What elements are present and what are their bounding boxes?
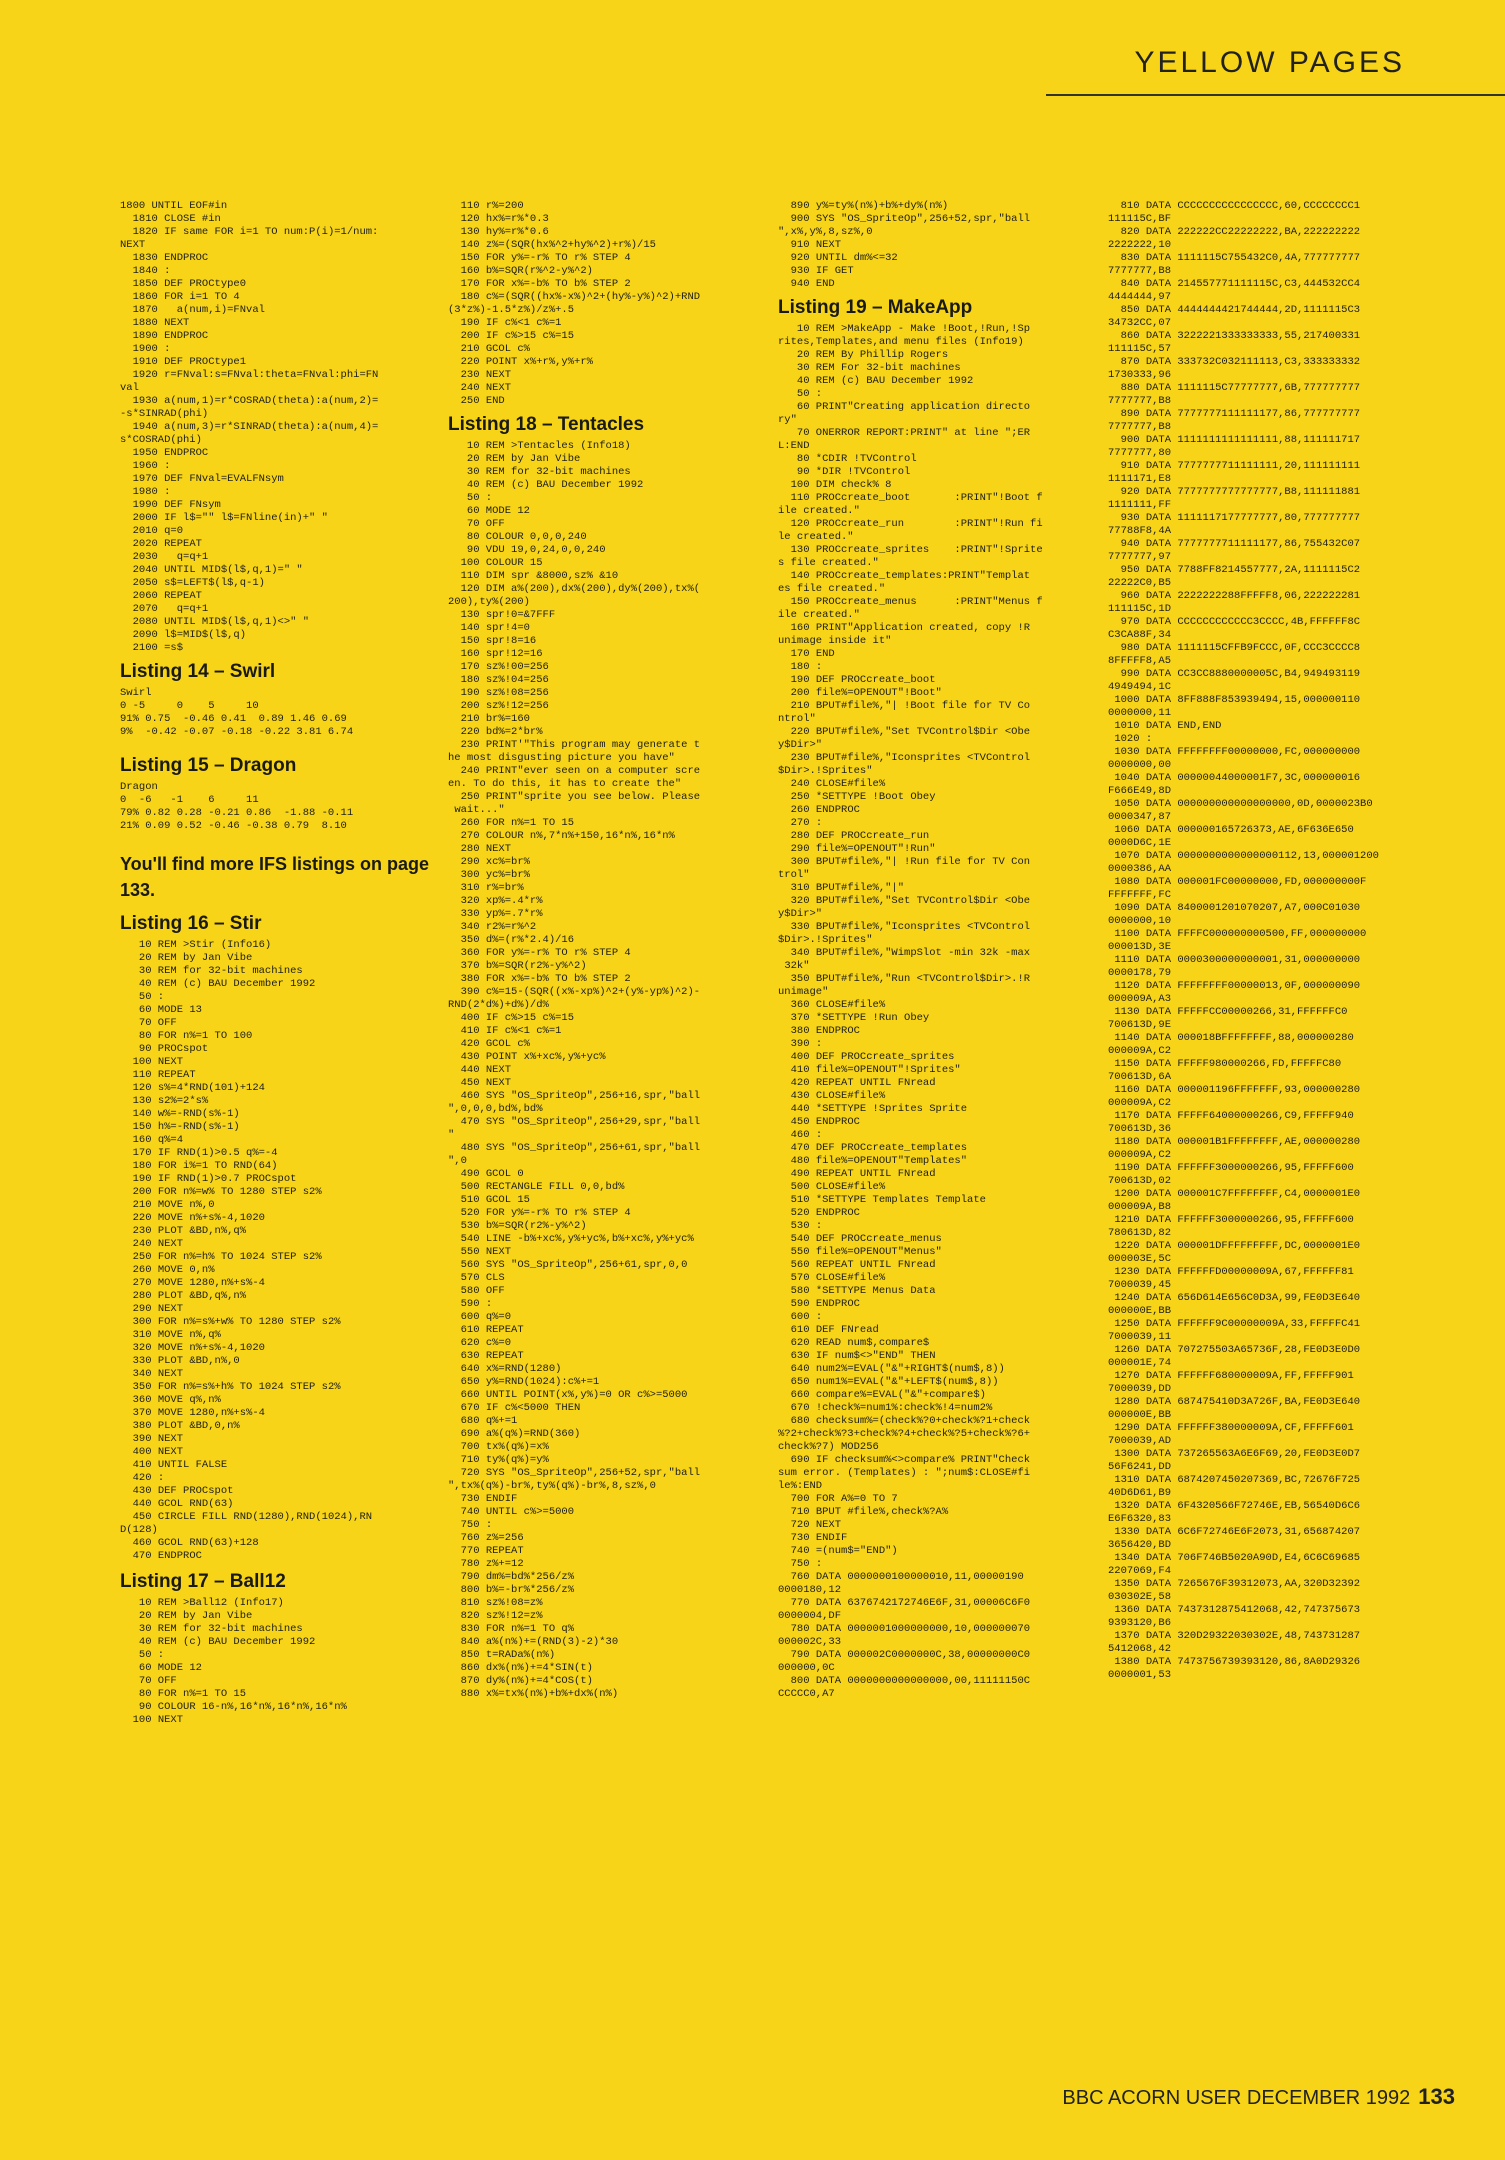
listing-16-code: 10 REM >Stir (Info16) 20 REM by Jan Vibe 30 REM for 32-bit machines 40 REM (c) BAU December 1992 50 : 60 MODE 13 70 OFF 80 FOR n%=1 TO 100 90 PROCspot 100 NEXT 110 REPEAT 120 s%=4*RND(101)+124 130 s2%=2*s% 140 w%=-RND(s%-1) 150 h%=-RND(s%-1) 160 q%=4 170 IF RND(1)>0.5 q%=-4 180 FOR i%=1 TO RND(64) 190 IF RND(1)>0.7 PROCspot 200 FOR n%=w% TO 1280 STEP s2% 210 MOVE n%,0 220 MOVE n%+s%-4,1020 230 PLOT &BD,n%,q% 240 NEXT 250 FOR n%=h% TO 1024 STEP s2% 260 MOVE 0,n% 270 MOVE 1280,n%+s%-4 280 PLOT &BD,q%,n% 290 NEXT 300 FOR n%=s%+w% TO 1280 STEP s2% 310 MOVE n%,q% 320 MOVE n%+s%-4,1020 330 PLOT &BD,n%,0 340 NEXT 350 FOR n%=s%+h% TO 1024 STEP s2% 360 MOVE q%,n% 370 MOVE 1280,n%+s%-4 380 PLOT &BD,0,n% 390 NEXT 400 NEXT 410 UNTIL FALSE 420 : 430 DEF PROCspot 440 GCOL RND(63) 450 CIRCLE FILL RND(1280),RND(1024),RN D(128) 460 GCOL RND(63)+128 470 ENDPROC (120, 939, 373, 1562)
column-2 (448, 200, 758, 1980)
listing-19-continuation: 810 DATA CCCCCCCCCCCCCCCC,60,CCCCCCCC1 111115C,BF 820 DATA 222222CC22222222,BA,222222222 2222222,10 830 DATA 1111115C755432C0,4A,777777777 7777777,B8 840 DATA 214557771111115C,C3,444532CC4 4444444,97 850 DATA 4444444421744444,2D,1111115C3 34732CC,07 860 DATA 3222221333333333,55,217400331 111115C,57 870 DATA 333732C032111113,C3,333333332 1730333,96 880 DATA 1111115C77777777,6B,777777777 7777777,B8 890 DATA 7777777111111177,86,777777777 7777777,B8 900 DATA 1111111111111111,88,111111717 7777777,80 910 DATA 7777777711111111,20,111111111 1111171,E8 920 DATA 7777777777777777,B8,111111881 1111111,FF 930 DATA 1111117177777777,80,777777777 77788F8,4A 940 DATA 7777777711111177,86,755432C07 7777777,97 950 DATA 7788FF8214557777,2A,1111115C2 22222C0,B5 960 DATA 2222222288FFFFF8,06,222222281 111115C,1D 970 DATA CCCCCCCCCCCC3CCCC,4B,FFFFFF8C C3CA88F,34 980 DATA 1111115CFFB9FCCC,0F,CCC3CCCC8 8FFFFF8,A5 990 DATA CC3CC8880000005C,B4,949493119 4949494,1C 1000 DATA 8FF888F853939494,15,000000110 0000000,11 1010 DATA END,END 1020 : 1030 DATA FFFFFFFF00000000,FC,000000000 0000000,00 1040 DATA 00000044000001F7,3C,000000016 F666E49,8D 1050 DATA 000000000000000000,0D,0000023B0 0000347,87 1060 DATA 000000165726373,AE,6F636E650 0000D6C,1E 1070 DATA 0000000000000000112,13,000001200 0000386,AA 1080 DATA 000001FC00000000,FD,000000000F FFFFFFF,FC 1090 DATA 8400001201070207,A7,000C01030 0000000,10 1100 DATA FFFFC000000000500,FF,000000000 000013D,3E 1110 DATA 0000300000000001,31,000000000 0000178,79 1120 DATA FFFFFFFF00000013,0F,000000090 000009A,A3 1130 DATA FFFFFCC00000266,31,FFFFFFC0 700613D,9E 1140 DATA 000018BFFFFFFFF,88,000000280 000009A,C2 1150 DATA FFFFF980000266,FD,FFFFFC80 700613D,6A 1160 DATA 000001196FFFFFFF,93,000000280 000009A,C2 1170 DATA FFFFF64000000266,C9,FFFFF940 700613D,36 1180 DATA 000001B1FFFFFFFF,AE,000000280 000009A,C2 1190 DATA FFFFFF3000000266,95,FFFFF600 700613D,02 1200 DATA 000001C7FFFFFFFF,C4,0000001E0 000009A,B8 1210 DATA FFFFFF3000000266,95,FFFFF600 780613D,82 1220 DATA 000001DFFFFFFFFF,DC,0000001E0 000003E,5C 1230 DATA FFFFFFD00000009A,67,FFFFFF81 7000039,45 1240 DATA 656D614E656C0D3A,99,FE0D3E640 000000E,BB 1250 DATA FFFFFF9C00000009A,33,FFFFFC41 7000039,11 1260 DATA 707275503A65736F,28,FE0D3E0D0 000001E,74 1270 DATA FFFFFF680000009A,FF,FFFFF901 7000039,DD 1280 DATA 687475410D3A726F,BA,FE0D3E640 000000E,BB 1290 DATA FFFFFF380000009A,CF,FFFFF601 7000039,AD 1300 DATA 737265563A6E6F69,20,FE0D3E0D7 56F6241,DD 1310 DATA 6874207450207369,BC,72676F725 40D6D61,B9 1320 DATA 6F4320566F72746E,EB,56540D6C6 E6F6320,83 1330 DATA 6C6F72746E6F2073,31,656874207 3656420,BD 1340 DATA 706F746B5020A90D,E4,6C6C69685 2207069,F4 1350 DATA 7265676F39312073,AA,320D32392 030302E,58 1360 DATA 7437312875412068,42,747375673 9393120,B6 1370 DATA 320D29322030302E,48,743731287 5412068,42 1380 DATA 7473756739393120,86,8A0D29326 0000001,53 (1108, 200, 1379, 1681)
column-4 (1108, 200, 1418, 1980)
listing-15-heading: Listing 15 – Dragon (120, 755, 297, 776)
listing-14-heading: Listing 14 – Swirl (120, 661, 276, 682)
listing-18-heading: Listing 18 – Tentacles (448, 414, 645, 435)
listing-17-heading: Listing 17 – Ball12 (120, 1571, 286, 1592)
publication-name: BBC ACORN USER DECEMBER 1992 (1062, 2087, 1411, 2109)
section-title: YELLOW PAGES (1134, 46, 1405, 79)
listing-14-code: Swirl 0 -5 0 5 10 91% 0.75 -0.46 0.41 0.89 1.46 0.69 9% -0.42 -0.07 -0.18 -0.22 3.81 6.74 (120, 687, 354, 738)
column-1 (120, 200, 440, 1980)
ifs-listings-note: You'll find more IFS listings on page 133. (120, 854, 429, 900)
column-3 (778, 200, 1088, 1980)
header-rule (1046, 94, 1505, 96)
listing-19-code: 10 REM >MakeApp - Make !Boot,!Run,!Sp rites,Templates,and menu files (Info19) 20 REM By Phillip Rogers 30 REM For 32-bit machines 40 REM (c) BAU December 1992 50 : 60 PRINT"Creating application directo ry" 70 ONERROR REPORT:PRINT" at line ";ER L:END 80 *CDIR !TVControl 90 *DIR !TVControl 100 DIM check% 8 110 PROCcreate_boot :PRINT"!Boot f ile created." 120 PROCcreate_run :PRINT"!Run fi le created." 130 PROCcreate_sprites :PRINT"!Sprite s file created." 140 PROCcreate_templates:PRINT"Templat es file created." 150 PROCcreate_menus :PRINT"Menus f ile created." 160 PRINT"Application created, copy !R unimage inside it" 170 END 180 : 190 DEF PROCcreate_boot 200 file%=OPENOUT"!Boot" 210 BPUT#file%,"| !Boot file for TV Co ntrol" 220 BPUT#file%,"Set TVControl$Dir <Obe y$Dir>" 230 BPUT#file%,"Iconsprites <TVControl $Dir>.!Sprites" 240 CLOSE#file% 250 *SETTYPE !Boot Obey 260 ENDPROC 270 : 280 DEF PROCcreate_run 290 file%=OPENOUT"!Run" 300 BPUT#file%,"| !Run file for TV Con trol" 310 BPUT#file%,"|" 320 BPUT#file%,"Set TVControl$Dir <Obe y$Dir>" 330 BPUT#file%,"Iconsprites <TVControl $Dir>.!Sprites" 340 BPUT#file%,"WimpSlot -min 32k -max 32k" 350 BPUT#file%,"Run <TVControl$Dir>.!R unimage" 360 CLOSE#file% 370 *SETTYPE !Run Obey 380 ENDPROC 390 : 400 DEF PROCcreate_sprites 410 file%=OPENOUT"!Sprites" 420 REPEAT UNTIL FNread 430 CLOSE#file% 440 *SETTYPE !Sprites Sprite 450 ENDPROC 460 : 470 DEF PROCcreate_templates 480 file%=OPENOUT"Templates" 490 REPEAT UNTIL FNread 500 CLOSE#file% 510 *SETTYPE Templates Template 520 ENDPROC 530 : 540 DEF PROCcreate_menus 550 file%=OPENOUT"Menus" 560 REPEAT UNTIL FNread 570 CLOSE#file% 580 *SETTYPE Menus Data 590 ENDPROC 600 : 610 DEF FNread 620 READ num$,compare$ 630 IF num$<>"END" THEN 640 num2%=EVAL("&"+RIGHT$(num$,8)) 650 num1%=EVAL("&"+LEFT$(num$,8)) 660 compare%=EVAL("&"+compare$) 670 !check%=num1%:check%!4=num2% 680 checksum%=(check%?0+check%?1+check %?2+check%?3+check%?4+check%?5+check%?6+ check%?7) MOD256 690 IF checksum%<>compare% PRINT"Check sum error. (Templates) : ";num$:CLOSE#fi le%:END 700 FOR A%=0 TO 7 710 BPUT #file%,check%?A% 720 NEXT 730 ENDIF 740 =(num$="END") 750 : 760 DATA 0000000100000010,11,00000190 0000180,12 770 DATA 6376742172746E6F,31,00006C6F0 0000004,DF 780 DATA 0000001000000000,10,000000070 000002C,33 790 DATA 000002C0000000C,38,00000000C0 000000,0C 800 DATA 0000000000000000,00,11111150C CCCCC0,A7 (778, 323, 1043, 1700)
listing-15-code: Dragon 0 -6 -1 6 11 79% 0.82 0.28 -0.21 0.86 -1.88 -0.11 21% 0.09 0.52 -0.46 -0.38 0.79 8.10 (120, 781, 354, 832)
listing-19-heading: Listing 19 – MakeApp (778, 297, 973, 318)
listing-18-continuation: 890 y%=ty%(n%)+b%+dy%(n%) 900 SYS "OS_SpriteOp",256+52,spr,"ball ",x%,y%,8,sz%,0 910 NEXT 920 UNTIL dm%<=32 930 IF GET 940 END (778, 200, 1031, 290)
listing-18-code: 10 REM >Tentacles (Info18) 20 REM by Jan Vibe 30 REM for 32-bit machines 40 REM (c) BAU December 1992 50 : 60 MODE 12 70 OFF 80 COLOUR 0,0,0,240 90 VDU 19,0,24,0,0,240 100 COLOUR 15 110 DIM spr &8000,sz% &10 120 DIM a%(200),dx%(200),dy%(200),tx%( 200),ty%(200) 130 spr!0=&7FFF 140 spr!4=0 150 spr!8=16 160 spr!12=16 170 sz%!00=256 180 sz%!04=256 190 sz%!08=256 200 sz%!12=256 210 br%=160 220 bd%=2*br% 230 PRINT'"This program may generate t he most disgusting picture you have" 240 PRINT"ever seen on a computer scre en. To do this, it has to create the" 250 PRINT"sprite you see below. Please wait..." 260 FOR n%=1 TO 15 270 COLOUR n%,7*n%+150,16*n%,16*n% 280 NEXT 290 xc%=br% 300 yc%=br% 310 r%=br% 320 xp%=.4*r% 330 yp%=.7*r% 340 r2%=r%^2 350 d%=(r%*2.4)/16 360 FOR y%=-r% TO r% STEP 4 370 b%=SQR(r2%-y%^2) 380 FOR x%=-b% TO b% STEP 2 390 c%=15-(SQR((x%-xp%)^2+(y%-yp%)^2)- RND(2*d%)+d%)/d% 400 IF c%>15 c%=15 410 IF c%<1 c%=1 420 GCOL c% 430 POINT x%+xc%,y%+yc% 440 NEXT 450 NEXT 460 SYS "OS_SpriteOp",256+16,spr,"ball ",0,0,0,bd%,bd% 470 SYS "OS_SpriteOp",256+29,spr,"ball " 480 SYS "OS_SpriteOp",256+61,spr,"ball ",0 490 GCOL 0 500 RECTANGLE FILL 0,0,bd% 510 GCOL 15 520 FOR y%=-r% TO r% STEP 4 530 b%=SQR(r2%-y%^2) 540 LINE -b%+xc%,y%+yc%,b%+xc%,y%+yc% 550 NEXT 560 SYS "OS_SpriteOp",256+61,spr,0,0 570 CLS 580 OFF 590 : 600 q%=0 610 REPEAT 620 c%=0 630 REPEAT 640 x%=RND(1280) 650 y%=RND(1024):c%+=1 660 UNTIL POINT(x%,y%)=0 OR c%>=5000 670 IF c%<5000 THEN 680 q%+=1 690 a%(q%)=RND(360) 700 tx%(q%)=x% 710 ty%(q%)=y% 720 SYS "OS_SpriteOp",256+52,spr,"ball ",tx%(q%)-br%,ty%(q%)-br%,8,sz%,0 730 ENDIF 740 UNTIL c%>=5000 750 : 760 z%=256 770 REPEAT 780 z%+=12 790 dm%=bd%*256/z% 800 b%=-br%*256/z% 810 sz%!08=z% 820 sz%!12=z% 830 FOR n%=1 TO q% 840 a%(n%)+=(RND(3)-2)*30 850 t=RADa%(n%) 860 dx%(n%)+=4*SIN(t) 870 dy%(n%)+=4*COS(t) 880 x%=tx%(n%)+b%+dx%(n%) (448, 440, 701, 1700)
page-footer (1062, 2084, 1455, 2110)
page-number: 133 (1418, 2084, 1455, 2109)
listing-16-heading: Listing 16 – Stir (120, 913, 262, 934)
listing-17-code: 10 REM >Ball12 (Info17) 20 REM by Jan Vibe 30 REM for 32-bit machines 40 REM (c) BAU December 1992 50 : 60 MODE 12 70 OFF 80 FOR n%=1 TO 15 90 COLOUR 16-n%,16*n%,16*n%,16*n% 100 NEXT (132, 1597, 347, 1726)
listing-13-continuation: 1800 UNTIL EOF#in 1810 CLOSE #in 1820 IF same FOR i=1 TO num:P(i)=1/num: NEXT 1830 ENDPROC 1840 : 1850 DEF PROCtype0 1860 FOR i=1 TO 4 1870 a(num,i)=FNval 1880 NEXT 1890 ENDPROC 1900 : 1910 DEF PROCtype1 1920 r=FNval:s=FNval:theta=FNval:phi=FN val 1930 a(num,1)=r*COSRAD(theta):a(num,2)= -s*SINRAD(phi) 1940 a(num,3)=r*SINRAD(theta):a(num,4)= s*COSRAD(phi) 1950 ENDPROC 1960 : 1970 DEF FNval=EVALFNsym 1980 : 1990 DEF FNsym 2000 IF l$="" l$=FNline(in)+" " 2010 q=0 2020 REPEAT 2030 q=q+1 2040 UNTIL MID$(l$,q,1)=" " 2050 s$=LEFT$(l$,q-1) 2060 REPEAT 2070 q=q+1 2080 UNTIL MID$(l$,q,1)<>" " 2090 l$=MID$(l$,q) 2100 =s$ (120, 200, 379, 654)
listing-17-continuation: 110 r%=200 120 hx%=r%*0.3 130 hy%=r%*0.6 140 z%=(SQR(hx%^2+hy%^2)+r%)/15 150 FOR y%=-r% TO r% STEP 4 160 b%=SQR(r%^2-y%^2) 170 FOR x%=-b% TO b% STEP 2 180 c%=(SQR((hx%-x%)^2+(hy%-y%)^2)+RND (3*z%)-1.5*z%)/z%+.5 190 IF c%<1 c%=1 200 IF c%>15 c%=15 210 GCOL c% 220 POINT x%+r%,y%+r% 230 NEXT 240 NEXT 250 END (448, 200, 701, 407)
